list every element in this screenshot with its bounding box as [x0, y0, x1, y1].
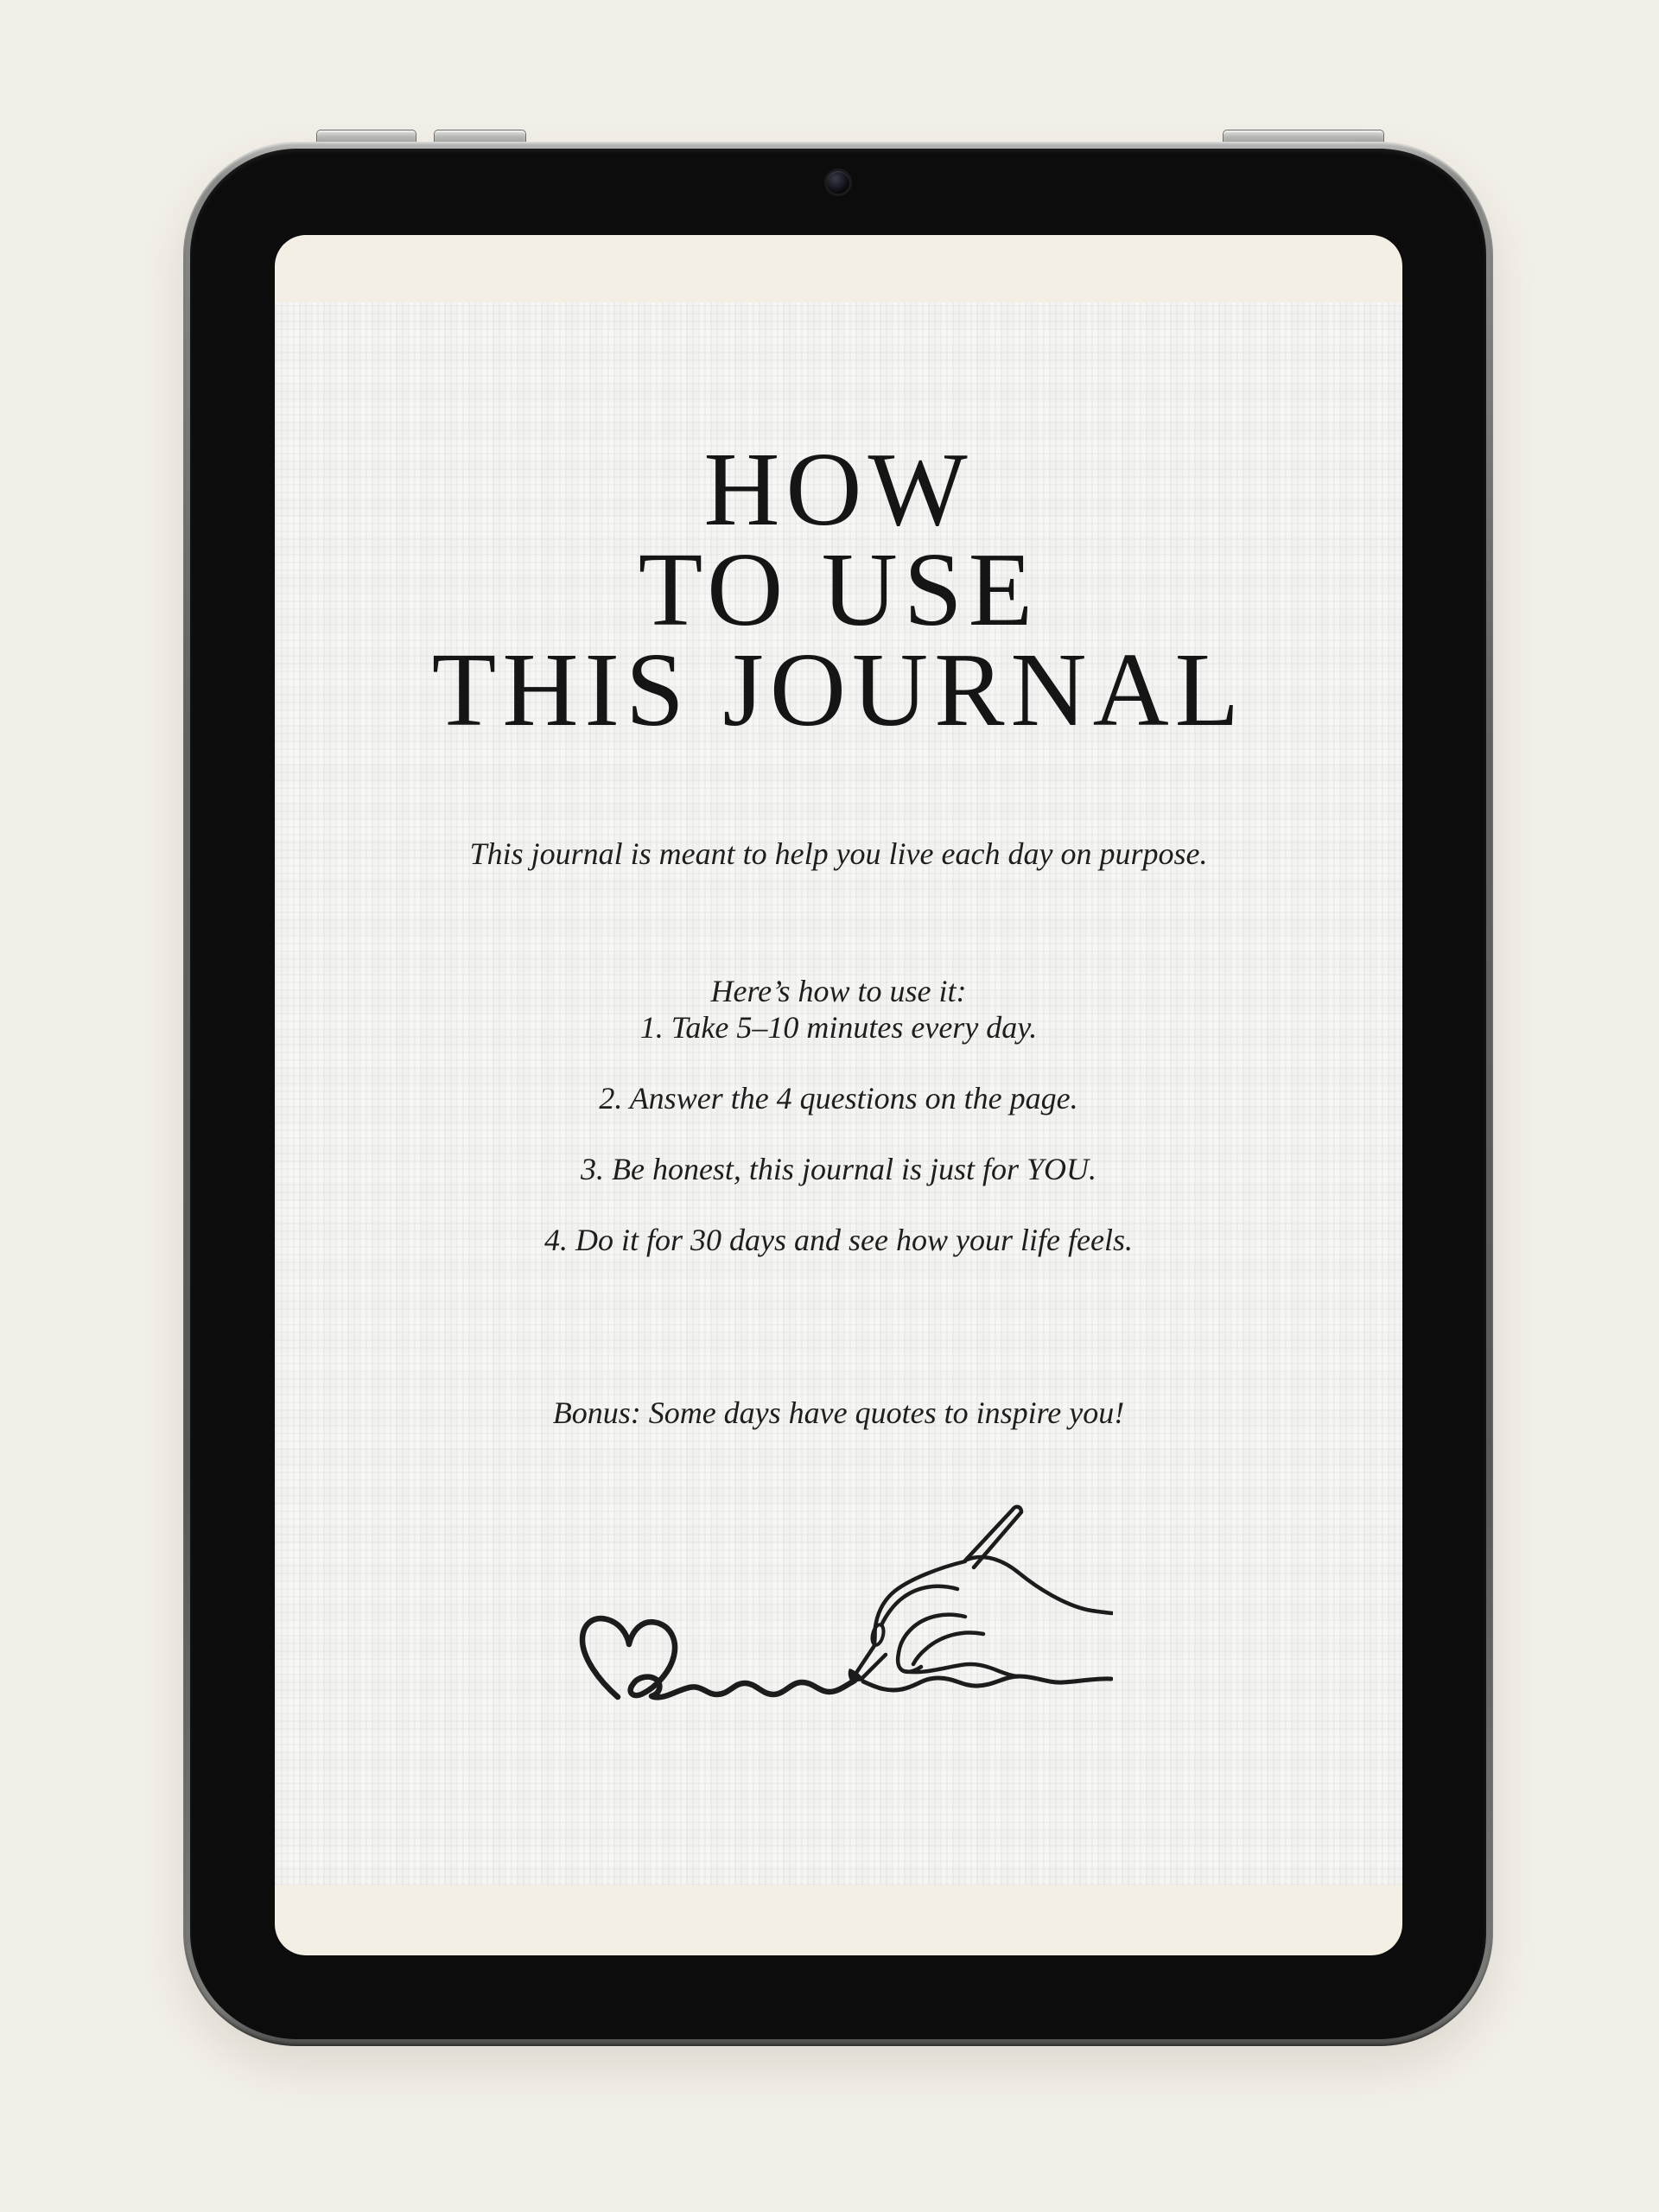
title-line-1: HOW	[703, 430, 974, 548]
steps-list	[275, 1008, 1402, 1292]
heart-squiggle-line	[582, 1618, 855, 1697]
how-to-heading: Here’s how to use it:	[710, 974, 967, 1008]
hand-heart-illustration	[577, 1503, 1113, 1702]
title-line-3: THIS JOURNAL	[431, 631, 1246, 748]
step-item-1: 1. Take 5–10 minutes every day.	[639, 1010, 1038, 1045]
hand-outline-top	[967, 1557, 1112, 1613]
step-item-2: 2. Answer the 4 questions on the page.	[599, 1081, 1078, 1116]
tablet-screen[interactable]	[275, 235, 1402, 1955]
squiggle-right-line	[863, 1676, 1111, 1690]
bonus-text: Bonus: Some days have quotes to inspire you!	[552, 1395, 1125, 1430]
finger-line-3	[913, 1633, 983, 1664]
hand-outline-left	[874, 1561, 965, 1643]
front-camera-icon	[827, 171, 849, 194]
paper-page	[275, 302, 1402, 1885]
step-item-3: 3. Be honest, this journal is just for YOU.	[580, 1152, 1097, 1186]
step-item-4: 4. Do it for 30 days and see how your life feels.	[544, 1223, 1133, 1257]
page-title	[275, 430, 1402, 748]
thumbnail-loop	[870, 1624, 885, 1646]
intro-text: This journal is meant to help you live each day on purpose.	[469, 836, 1208, 871]
title-line-2: TO USE	[638, 531, 1039, 648]
